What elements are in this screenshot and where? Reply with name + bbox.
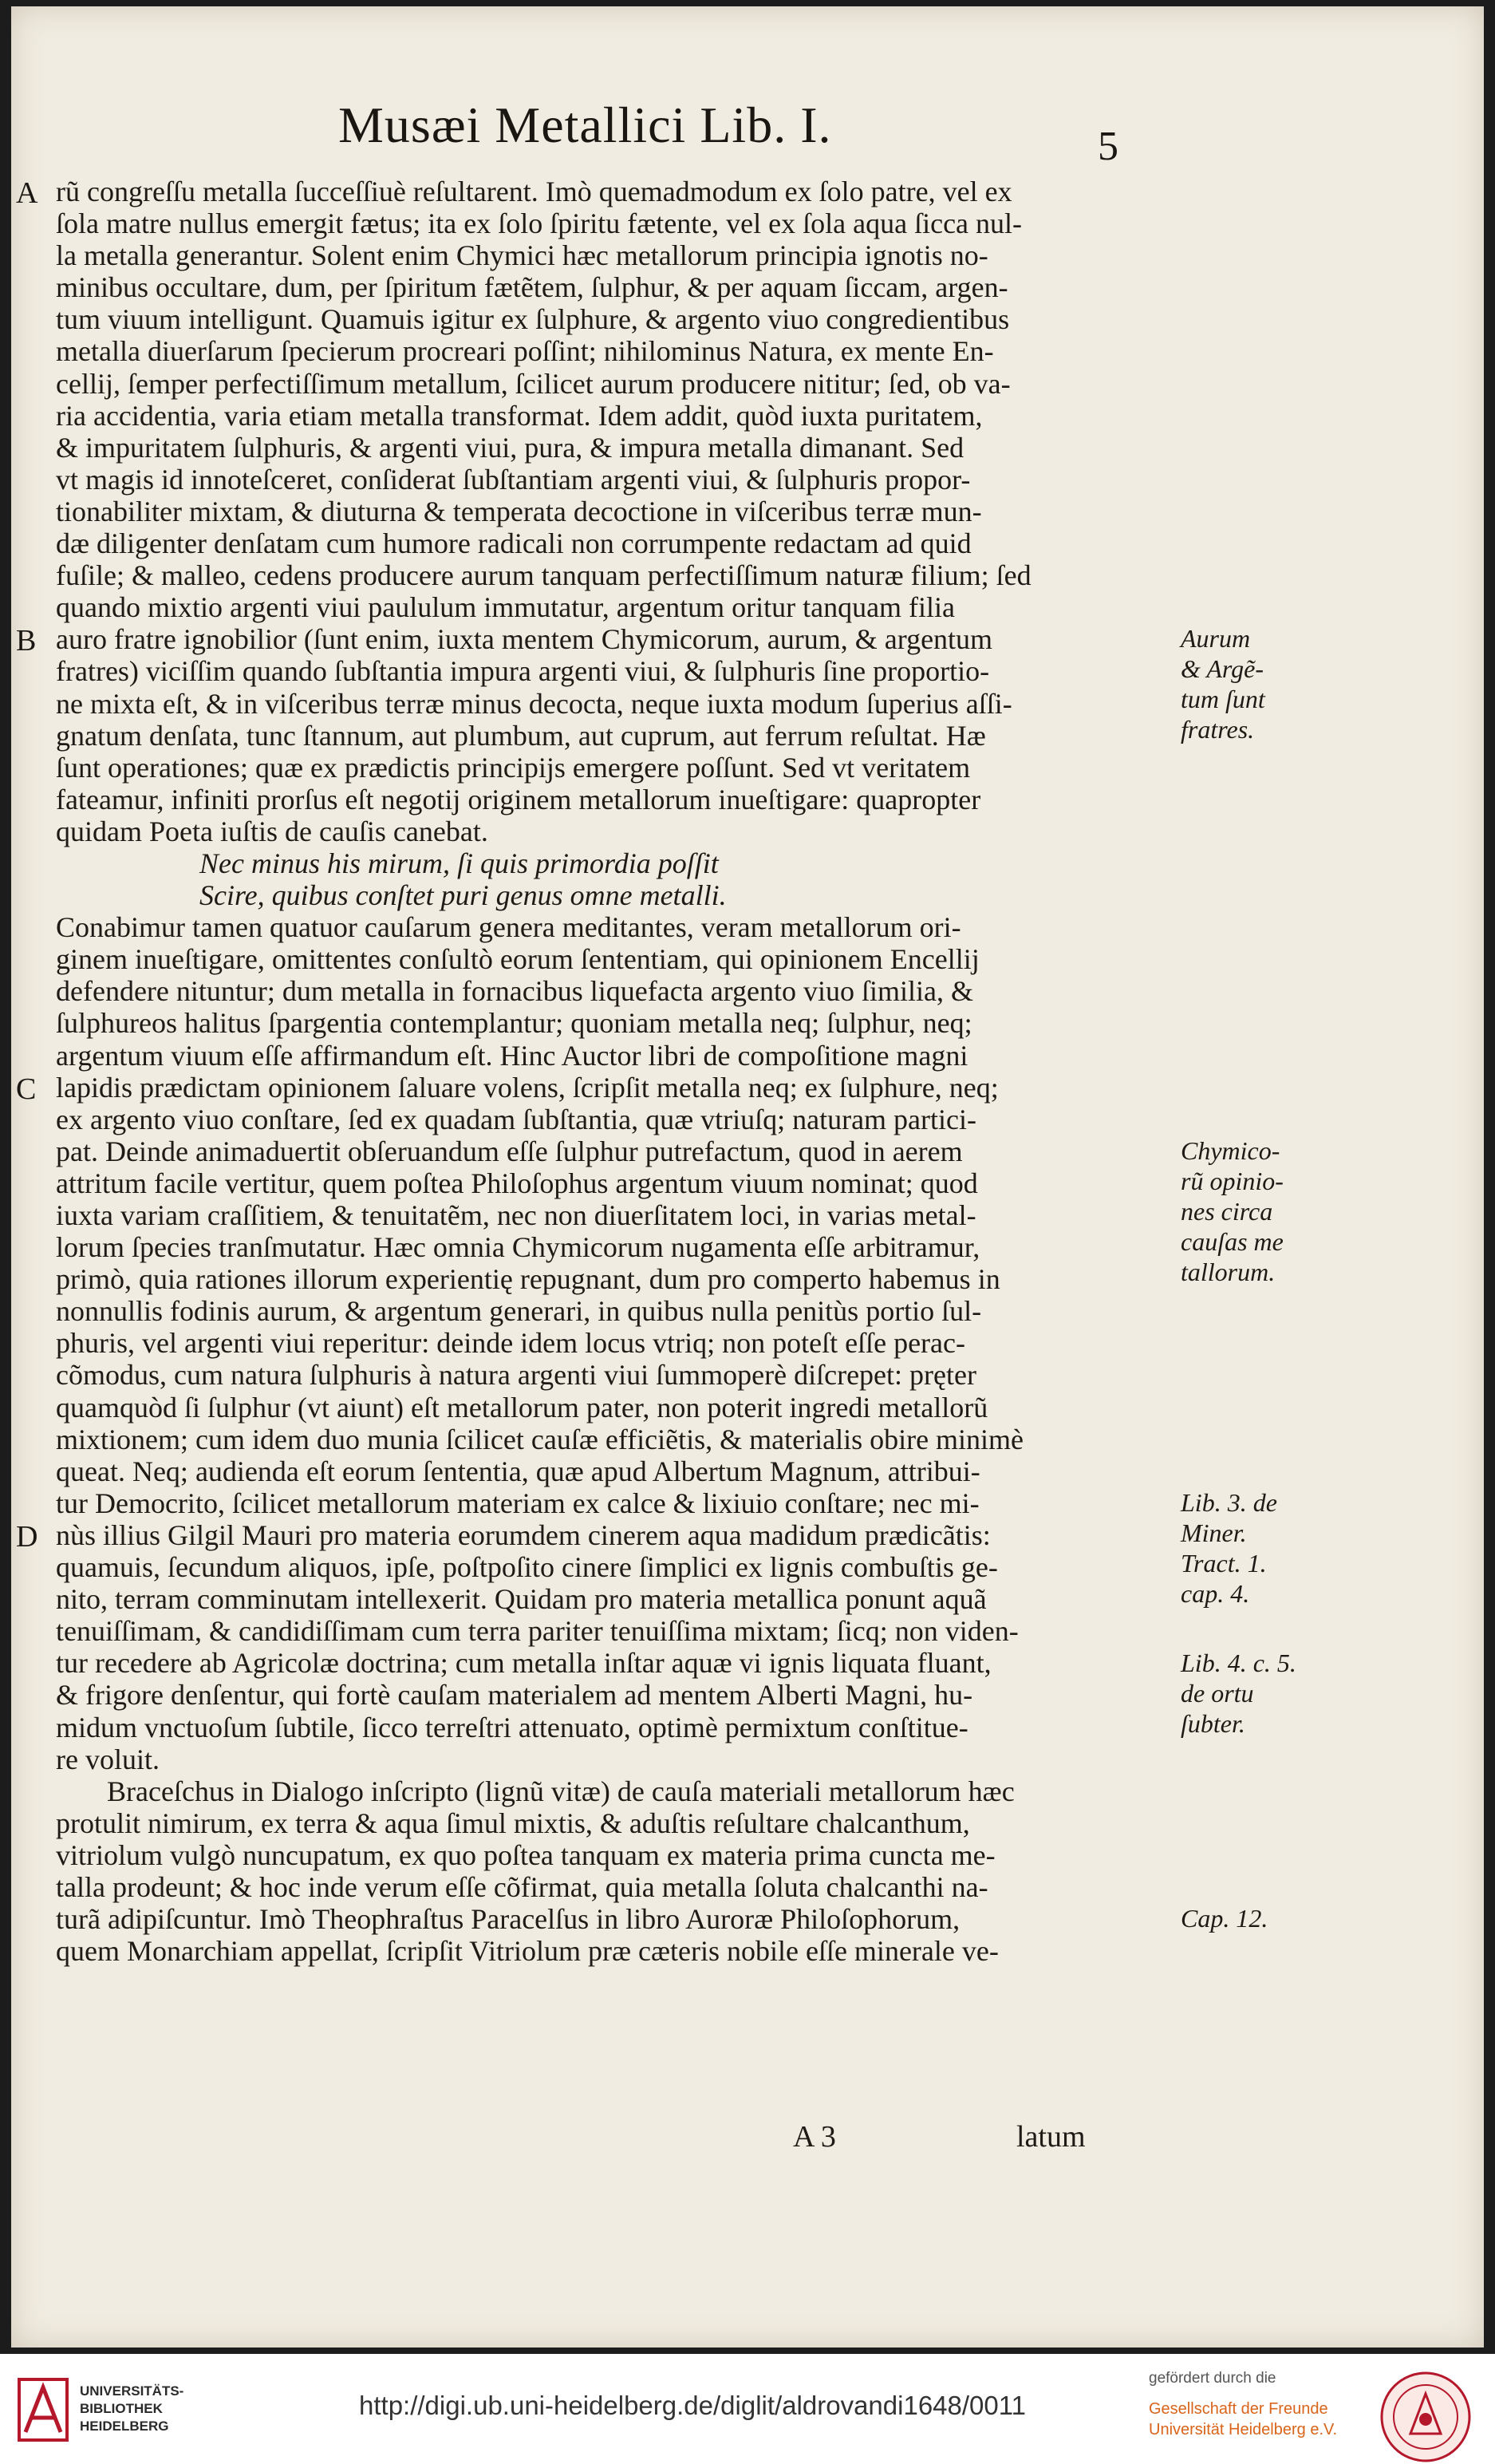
text-line xyxy=(56,1903,1141,1935)
line-text: re voluit. xyxy=(56,1743,160,1775)
text-line xyxy=(56,847,1141,879)
line-text: tur Democrito, ſcilicet metallorum materiam ex calce & lixiuio conſtare; nec mi- xyxy=(56,1487,980,1519)
margin-note-line: Miner. xyxy=(1181,1518,1247,1548)
text-line xyxy=(56,975,1141,1007)
line-text: fuſile; & malleo, cedens producere aurum tanquam perfectiſſimum naturæ filium; ſed xyxy=(56,559,1032,592)
library-logo-icon xyxy=(16,2376,70,2443)
library-name-line: BIBLIOTHEK xyxy=(80,2401,163,2416)
text-line xyxy=(56,271,1141,303)
line-text: queat. Neq; audienda eſt eorum ſententia, quæ apud Albertum Magnum, attribui- xyxy=(56,1455,980,1487)
line-text: & impuritatem ſulphuris, & argenti viui, pura, & impura metalla dimanant. Sed xyxy=(56,431,964,464)
text-line xyxy=(56,815,1141,847)
text-line xyxy=(56,464,1141,496)
text-line xyxy=(56,1263,1141,1295)
margin-note xyxy=(1181,1648,1340,1739)
line-text: lapidis prædictam opinionem ſaluare volens, ſcripſit metalla neq; ex ſulphure, neq; xyxy=(56,1071,999,1104)
text-line xyxy=(56,1007,1141,1039)
line-text: ſunt operationes; quæ ex prædictis principijs emergere poſſunt. Sed vt veritatem xyxy=(56,751,971,784)
library-name xyxy=(80,2383,183,2435)
line-text: fratres) viciſſim quando ſubſtantia impura argenti viui, & ſulphuris ſine proportio- xyxy=(56,655,990,688)
text-line xyxy=(56,1775,1141,1807)
margin-note-line: ſubter. xyxy=(1181,1708,1245,1738)
text-line xyxy=(56,943,1141,975)
line-text: primò, quia rationes illorum experientię repugnant, dum pro comperto habemus in xyxy=(56,1263,1000,1296)
margin-note-line: cauſas me xyxy=(1181,1227,1284,1256)
text-line xyxy=(56,1839,1141,1871)
margin-note-line: Chymico- xyxy=(1181,1136,1280,1165)
line-text: midum vnctuoſum ſubtile, ſicco terreſtri attenuato, optimè permixtum conſtitue- xyxy=(56,1711,968,1743)
text-line xyxy=(56,1167,1141,1199)
text-line xyxy=(56,1104,1141,1135)
line-text: quando mixtio argenti viui paululum immutatur, argentum oritur tanquam filia xyxy=(56,591,956,624)
margin-note-line: Tract. 1. xyxy=(1181,1549,1267,1578)
university-seal-icon xyxy=(1379,2370,1473,2464)
page-header xyxy=(11,96,1484,168)
text-line xyxy=(56,239,1141,271)
line-text: ginem inueſtigare, omittentes conſultò eorum ſententiam, qui opinionem Encellij xyxy=(56,943,980,976)
line-text: vitriolum vulgò nuncupatum, ex quo poſtea tanquam ex materia prima cuncta me- xyxy=(56,1838,996,1871)
margin-note-line: de ortu xyxy=(1181,1678,1254,1708)
library-branding xyxy=(16,2376,207,2443)
line-text: quidam Poeta iuſtis de cauſis canebat. xyxy=(56,815,488,847)
catchword: latum xyxy=(1016,2120,1086,2154)
text-line xyxy=(56,1359,1141,1391)
society-name xyxy=(1149,2399,1337,2440)
text-line xyxy=(56,1327,1141,1359)
margin-note-line: rũ opinio- xyxy=(1181,1167,1284,1195)
text-line xyxy=(56,1583,1141,1615)
text-line xyxy=(56,911,1141,943)
line-text: pat. Deinde animaduertit obſeruandum eſſe ſulphur putrefactum, quod in aerem xyxy=(56,1135,963,1167)
line-text: tionabiliter mixtam, & diuturna & temperata decoctione in viſceribus terræ mun- xyxy=(56,495,982,527)
line-text: gnatum denſata, tunc ſtannum, aut plumbum, aut cuprum, aut ferrum reſultat. Hæ xyxy=(56,719,986,752)
text-line xyxy=(56,1135,1141,1167)
line-text: quamuis, ſecundum aliquos, ipſe, poſtpoſito cinere ſimplici ex lignis combuſtis ge- xyxy=(56,1551,998,1584)
page-number: 5 xyxy=(1098,124,1118,169)
line-text: auro fratre ignobilior (ſunt enim, iuxta mentem Chymicorum, aurum, & argentum xyxy=(56,623,993,656)
library-name-line: UNIVERSITÄTS- xyxy=(80,2383,184,2399)
section-marker: D xyxy=(16,1519,38,1554)
margin-note-line: & Argẽ- xyxy=(1181,654,1264,684)
section-marker: A xyxy=(16,176,38,210)
text-line xyxy=(56,1871,1141,1903)
signature-row xyxy=(11,2119,1484,2167)
section-marker: C xyxy=(16,1072,37,1106)
margin-note-line: Lib. 3. de xyxy=(1181,1488,1277,1518)
library-name-line: HEIDELBERG xyxy=(80,2419,169,2434)
margin-note xyxy=(1181,1903,1340,1933)
text-line xyxy=(56,335,1141,367)
line-text: nonnullis fodinis aurum, & argentum generari, in quibus nulla penitùs portio ſul- xyxy=(56,1295,982,1328)
text-line xyxy=(56,1040,1141,1072)
margin-note xyxy=(1181,1487,1340,1609)
line-text: nùs illius Gilgil Mauri pro materia eorumdem cinerem aqua madidum prædicãtis: xyxy=(56,1518,991,1551)
text-line xyxy=(56,400,1141,432)
text-line xyxy=(56,1647,1141,1679)
line-text: phuris, vel argenti viui reperitur: deinde idem locus vtriq; non poteſt eſſe perac- xyxy=(56,1327,965,1360)
text-line xyxy=(56,1712,1141,1743)
text-line xyxy=(16,1071,1141,1106)
text-line xyxy=(56,368,1141,400)
digitization-footer xyxy=(0,2354,1495,2463)
text-line xyxy=(56,1199,1141,1231)
line-text: la metalla generantur. Solent enim Chymici hæc metallorum principia ignotis no- xyxy=(56,239,988,272)
line-text: ria accidentia, varia etiam metalla transformat. Idem addit, quòd iuxta puritatem, xyxy=(56,399,983,432)
signature-mark: A 3 xyxy=(793,2120,836,2154)
text-line xyxy=(16,176,1141,210)
line-text: Scire, quibus conſtet puri genus omne metalli. xyxy=(199,879,727,912)
line-text: rũ congreſſu metalla ſucceſſiuè reſultarent. Imò quemadmodum ex ſolo patre, vel ex xyxy=(56,176,1012,207)
line-text: tenuiſſimam, & candidiſſimam cum terra pariter tenuiſſima mixtam; ſicq; non viden- xyxy=(56,1615,1019,1648)
line-text: ſola matre nullus emergit fætus; ita ex ſolo ſpiritu fætente, vel ex ſola aqua ſicca nul- xyxy=(56,207,1023,240)
line-text: quem Monarchiam appellat, ſcripſit Vitriolum præ cæteris nobile eſſe minerale ve- xyxy=(56,1935,999,1968)
text-line xyxy=(56,591,1141,623)
text-line xyxy=(56,1487,1141,1519)
text-line xyxy=(56,1935,1141,1967)
text-line xyxy=(56,1743,1141,1775)
society-name-line: Gesellschaft der Freunde xyxy=(1149,2400,1328,2418)
line-text: fateamur, infiniti prorſus eſt negotij originem metallorum inueſtigare: quapropter xyxy=(56,783,981,815)
margin-note-line: nes circa xyxy=(1181,1197,1273,1226)
line-text: metalla diuerſarum ſpecierum procreari poſſint; nihilominus Natura, ex mente En- xyxy=(56,335,994,368)
line-text: turã adipiſcuntur. Imò Theophraſtus Paracelſus in libro Auroræ Philoſophorum, xyxy=(56,1903,961,1936)
line-text: cõmodus, cum natura ſulphuris à natura argenti viui ſummoperè diſcrepet: pręter xyxy=(56,1359,976,1392)
text-line xyxy=(56,784,1141,815)
line-text: Conabimur tamen quatuor cauſarum genera meditantes, veram metallorum ori- xyxy=(56,911,961,944)
line-text: tum viuum intelligunt. Quamuis igitur ex ſulphure, & argento viuo congredientibus xyxy=(56,303,1010,336)
running-title: Musæi Metallici Lib. I. xyxy=(338,97,832,153)
text-line xyxy=(56,1231,1141,1263)
funder-branding xyxy=(1149,2370,1484,2458)
text-line xyxy=(56,655,1141,687)
line-text: argentum viuum eſſe affirmandum eſt. Hinc Auctor libri de compoſitione magni xyxy=(56,1039,968,1072)
line-text: tur recedere ab Agricolæ doctrina; cum metalla inſtar aquæ vi ignis liquata fluant, xyxy=(56,1647,992,1680)
text-line xyxy=(56,527,1141,559)
text-line xyxy=(16,1518,1141,1554)
text-line xyxy=(56,720,1141,752)
margin-note-line: cap. 4. xyxy=(1181,1579,1250,1609)
text-line xyxy=(56,432,1141,464)
line-text: minibus occultare, dum, per ſpiritum fætẽtem, ſulphur, & per aquam ſiccam, argen- xyxy=(56,271,1008,304)
text-line xyxy=(56,1392,1141,1424)
text-line xyxy=(56,1551,1141,1583)
text-line xyxy=(56,1615,1141,1647)
line-text: protulit nimirum, ex terra & aqua ſimul mixtis, & aduſtis reſultare chalcanthum, xyxy=(56,1807,970,1839)
margin-note-line: Cap. 12. xyxy=(1181,1904,1268,1933)
text-line xyxy=(56,1295,1141,1327)
society-name-line: Universität Heidelberg e.V. xyxy=(1149,2421,1338,2438)
text-line xyxy=(56,207,1141,239)
section-marker: B xyxy=(16,624,37,658)
line-text: vt magis id innoteſceret, conſiderat ſubſtantiam argenti viui, & ſulphuris propor- xyxy=(56,463,971,496)
permalink-url[interactable]: http://digi.ub.uni-heidelberg.de/diglit/aldrovandi1648/0011 xyxy=(359,2391,1027,2420)
text-line xyxy=(56,1455,1141,1487)
line-text: & frigore denſentur, qui fortè cauſam materialem ad mentem Alberti Magni, hu- xyxy=(56,1679,973,1712)
text-line xyxy=(56,303,1141,335)
funded-by-label: gefördert durch die xyxy=(1149,2370,1276,2387)
line-text: dæ diligenter denſatam cum humore radicali non corrumpente redactam ad quid xyxy=(56,527,972,560)
line-text: ex argento viuo conſtare, ſed ex quadam ſubſtantia, quæ vtriuſq; naturam partici- xyxy=(56,1103,976,1135)
text-line xyxy=(56,559,1141,591)
line-text: Braceſchus in Dialogo inſcripto (lignũ vitæ) de cauſa materiali metallorum hæc xyxy=(107,1775,1015,1807)
text-line xyxy=(56,752,1141,784)
margin-note-line: tum ſunt xyxy=(1181,685,1265,714)
text-line xyxy=(56,496,1141,527)
margin-note-line: fratres. xyxy=(1181,715,1255,744)
margin-note-line: Lib. 4. c. 5. xyxy=(1181,1648,1296,1677)
text-lines xyxy=(16,176,1141,1968)
text-line xyxy=(56,1679,1141,1711)
line-text: cellij, ſemper perfectiſſimum metallum, ſcilicet aurum producere nititur; ſed, ob va- xyxy=(56,367,1011,400)
text-line xyxy=(56,1807,1141,1839)
line-text: ſulphureos halitus ſpargentia contemplantur; quoniam metalla neq; ſulphur, neq; xyxy=(56,1007,972,1040)
line-text: attritum facile vertitur, quem poſtea Philoſophus argentum viuum nominat; quod xyxy=(56,1167,978,1199)
margin-note-line: tallorum. xyxy=(1181,1258,1276,1286)
line-text: quamquòd ſi ſulphur (vt aiunt) eſt metallorum pater, non poterit ingredi metallorũ xyxy=(56,1391,988,1424)
margin-note xyxy=(1181,1135,1340,1287)
line-text: nito, terram comminutam intellexerit. Quidam pro materia metallica ponunt aquã xyxy=(56,1583,987,1616)
book-page xyxy=(11,6,1484,2348)
line-text: mixtionem; cum idem duo munia ſcilicet cauſæ efficiẽtis, & materialis obire minimè xyxy=(56,1423,1024,1455)
text-line xyxy=(56,1424,1141,1455)
line-text: ne mixta eſt, & in viſceribus terræ minus decocta, neque iuxta modum ſuperius aſſi- xyxy=(56,687,1012,720)
text-line xyxy=(56,879,1141,911)
line-text: iuxta variam craſſitiem, & tenuitatẽm, nec non diuerſitatem loci, in varias metal- xyxy=(56,1199,976,1231)
line-text: Nec minus his mirum, ſi quis primordia poſſit xyxy=(199,847,719,879)
text-line xyxy=(16,623,1141,658)
line-text: talla prodeunt; & hoc inde verum eſſe cõfirmat, quia metalla ſoluta chalcanthi na- xyxy=(56,1870,988,1903)
line-text: defendere nituntur; dum metalla in fornacibus liquefacta argento viuo ſimilia, & xyxy=(56,975,973,1008)
body-text xyxy=(16,176,1296,1968)
margin-note-line: Aurum xyxy=(1181,624,1251,654)
line-text: lorum ſpecies tranſmutatur. Hæc omnia Chymicorum nugamenta eſſe arbitramur, xyxy=(56,1231,980,1264)
text-line xyxy=(56,688,1141,720)
margin-note xyxy=(1181,623,1340,744)
